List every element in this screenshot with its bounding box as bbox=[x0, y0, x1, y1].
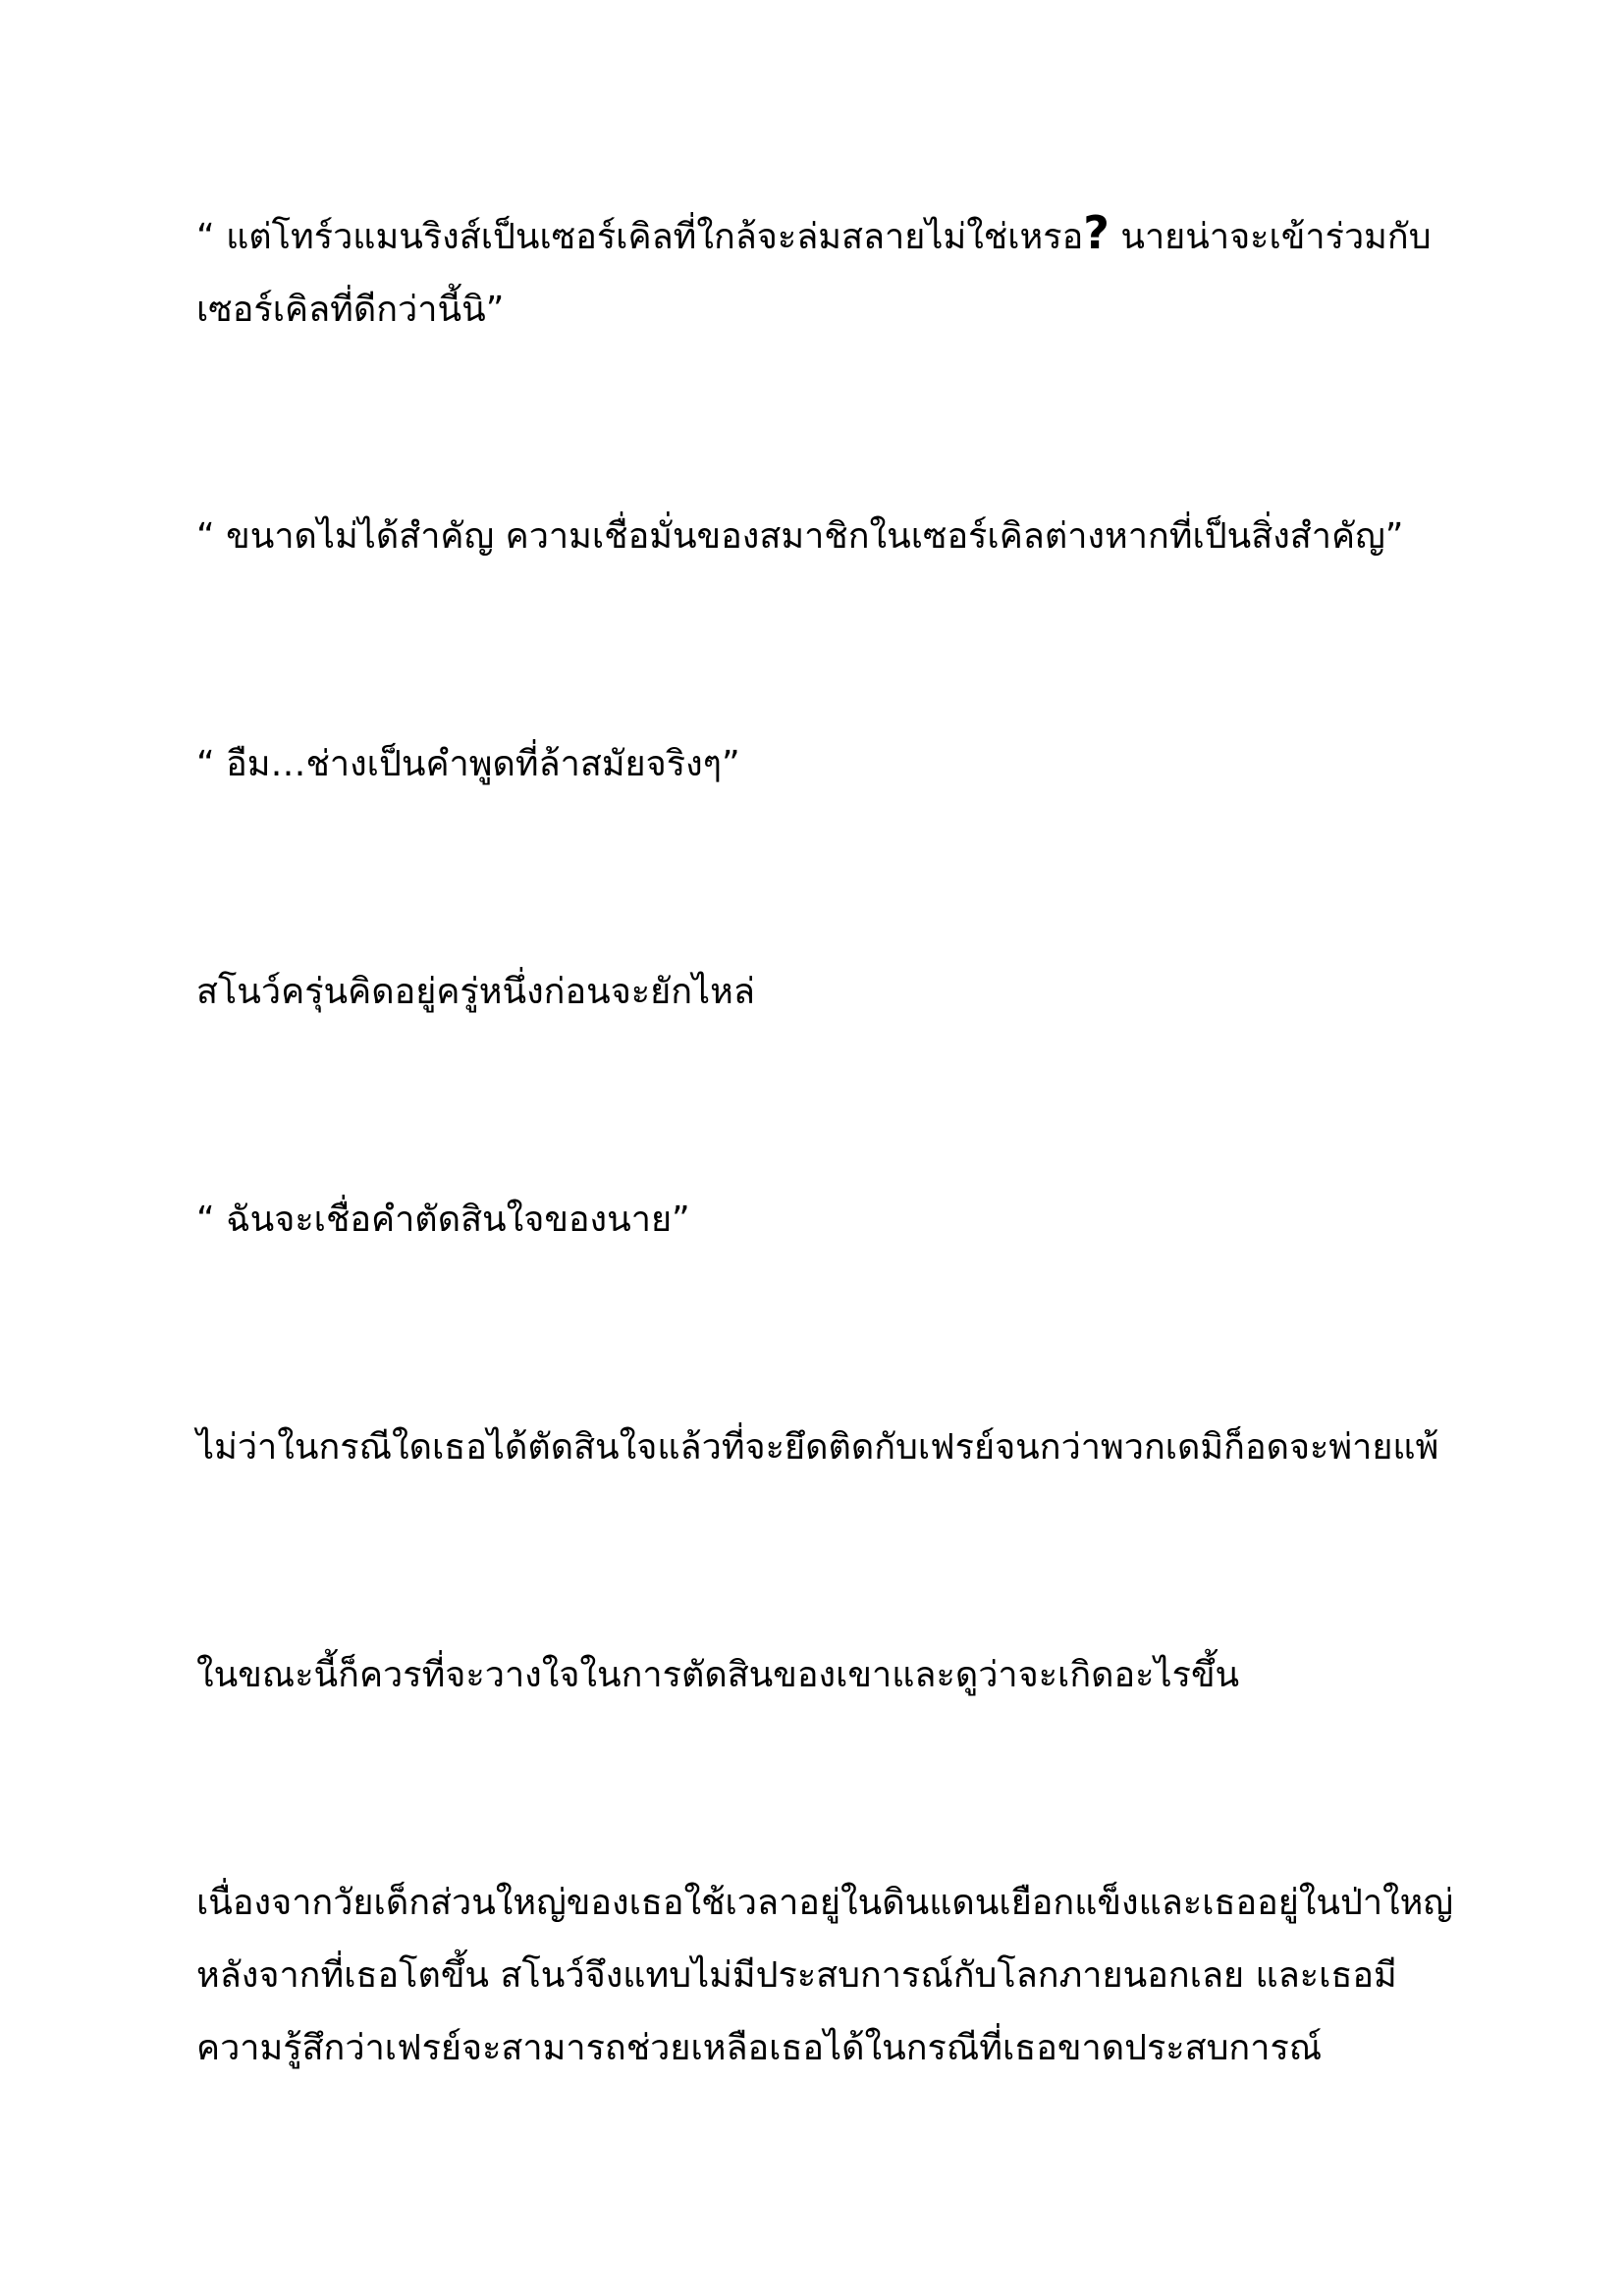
paragraph bbox=[196, 1867, 1473, 2085]
paragraph bbox=[196, 1639, 1473, 1712]
text-line: ไม่ว่าในกรณีใดเธอได้ตัดสินใจแล้วที่จะยึดติดกับเฟรย์จนกว่าพวกเดมิก็อดจะพ่ายแพ้ bbox=[196, 1427, 1439, 1468]
text-line: เนื่องจากวัยเด็กส่วนใหญ่ของเธอใช้เวลาอยู่ในดินแดนเยือกแข็งและเธออยู่ในป่าใหญ่ bbox=[196, 1883, 1454, 1923]
text-line: ในขณะนี้ก็ควรที่จะวางใจในการตัดสินของเขาและดูว่าจะเกิดอะไรขึ้น bbox=[196, 1655, 1240, 1695]
text-line: “ แต่โทร์วแมนริงส์เป็นเซอร์เคิลที่ใกล้จะล่มสลายไม่ใช่เหรอ? นายน่าจะเข้าร่วมกับ bbox=[196, 206, 1432, 259]
text-line: ความรู้สึกว่าเฟรย์จะสามารถช่วยเหลือเธอได้ในกรณีที่เธอขาดประสบการณ์ bbox=[196, 2028, 1323, 2068]
text-line: “ อืม…ช่างเป็นคำพูดที่ล้าสมัยจริงๆ” bbox=[196, 744, 740, 784]
text-line: “ ฉันจะเชื่อคำตัดสินใจของนาย” bbox=[196, 1200, 690, 1240]
paragraph bbox=[196, 956, 1473, 1029]
text-line: เซอร์เคิลที่ดีกว่านี้นิ” bbox=[196, 290, 505, 330]
paragraph bbox=[196, 1184, 1473, 1256]
text-line: “ ขนาดไม่ได้สำคัญ ความเชื่อมั่นของสมาชิกในเซอร์เคิลต่างหากที่เป็นสิ่งสำคัญ” bbox=[196, 516, 1404, 557]
text-line: หลังจากที่เธอโตขึ้น สโนว์จึงแทบไม่มีประสบการณ์กับโลกภายนอกเลย และเธอมี bbox=[196, 1955, 1397, 1996]
paragraph bbox=[196, 196, 1473, 347]
paragraph bbox=[196, 501, 1473, 573]
text-line: สโนว์ครุ่นคิดอยู่ครู่หนึ่งก่อนจะยักไหล่ bbox=[196, 972, 755, 1012]
paragraph bbox=[196, 1412, 1473, 1484]
paragraph bbox=[196, 728, 1473, 801]
